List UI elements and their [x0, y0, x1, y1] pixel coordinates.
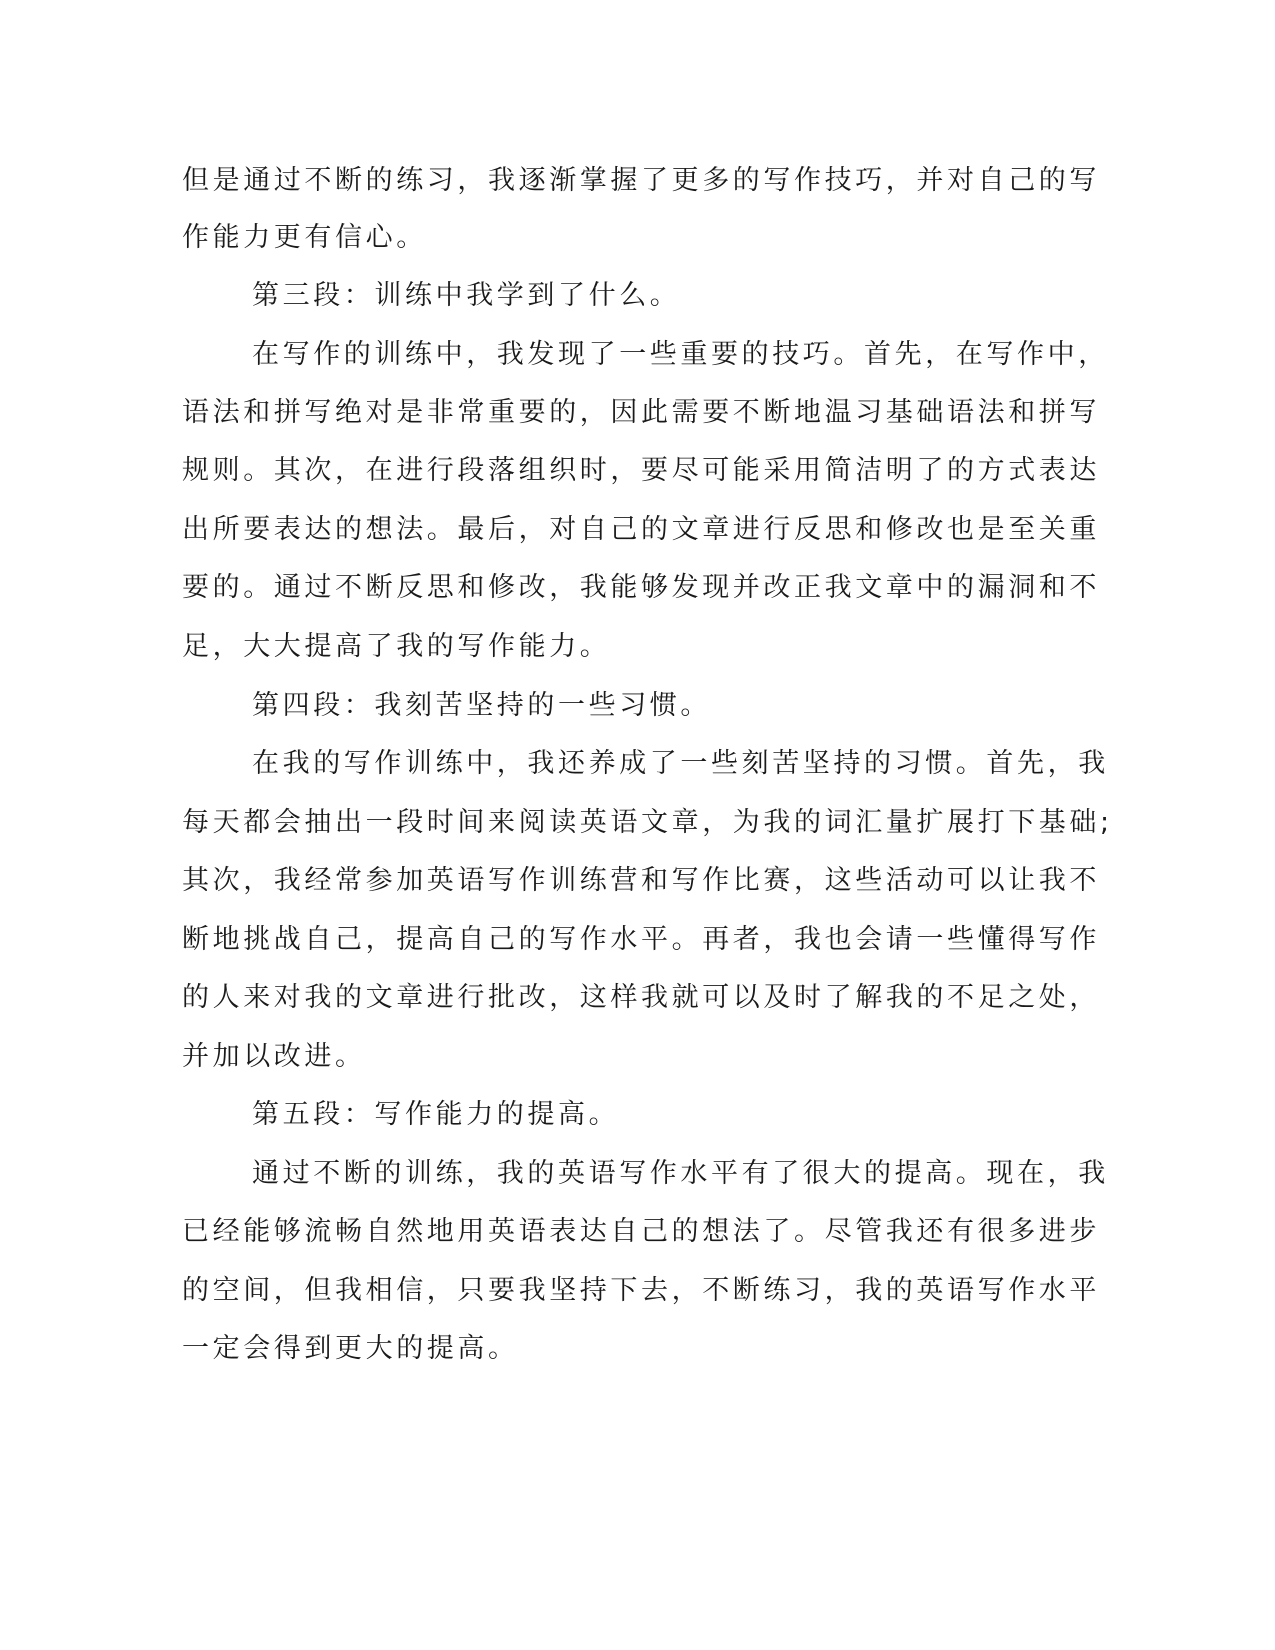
text-line: 出所要表达的想法。最后，对自己的文章进行反思和修改也是至关重 [182, 514, 1100, 545]
text-line: 已经能够流畅自然地用英语表达自己的想法了。尽管我还有很多进步 [182, 1216, 1100, 1247]
text-line: 每天都会抽出一段时间来阅读英语文章，为我的词汇量扩展打下基础; [182, 807, 1113, 838]
text-line: 要的。通过不断反思和修改，我能够发现并改正我文章中的漏洞和不 [182, 572, 1100, 603]
section-heading: 第五段：写作能力的提高。 [252, 1099, 620, 1130]
text-line: 语法和拼写绝对是非常重要的，因此需要不断地温习基础语法和拼写 [182, 397, 1100, 428]
text-line: 并加以改进。 [182, 1041, 366, 1072]
text-line: 其次，我经常参加英语写作训练营和写作比赛，这些活动可以让我不 [182, 865, 1100, 896]
text-line: 的人来对我的文章进行批改，这样我就可以及时了解我的不足之处， [182, 982, 1100, 1013]
text-line: 断地挑战自己，提高自己的写作水平。再者，我也会请一些懂得写作 [182, 924, 1100, 955]
section-heading: 第三段：训练中我学到了什么。 [252, 280, 681, 311]
text-line: 但是通过不断的练习，我逐渐掌握了更多的写作技巧，并对自己的写 [182, 165, 1100, 196]
section-heading: 第四段：我刻苦坚持的一些习惯。 [252, 690, 711, 721]
text-line: 在我的写作训练中，我还养成了一些刻苦坚持的习惯。首先，我 [252, 748, 1109, 779]
text-line: 在写作的训练中，我发现了一些重要的技巧。首先，在写作中， [252, 339, 1109, 370]
text-line: 规则。其次，在进行段落组织时，要尽可能采用简洁明了的方式表达 [182, 455, 1100, 486]
text-line: 作能力更有信心。 [182, 222, 427, 253]
text-line: 通过不断的训练，我的英语写作水平有了很大的提高。现在，我 [252, 1158, 1109, 1189]
text-line: 足，大大提高了我的写作能力。 [182, 631, 611, 662]
text-line: 一定会得到更大的提高。 [182, 1333, 519, 1364]
text-line: 的空间，但我相信，只要我坚持下去，不断练习，我的英语写作水平 [182, 1275, 1100, 1306]
